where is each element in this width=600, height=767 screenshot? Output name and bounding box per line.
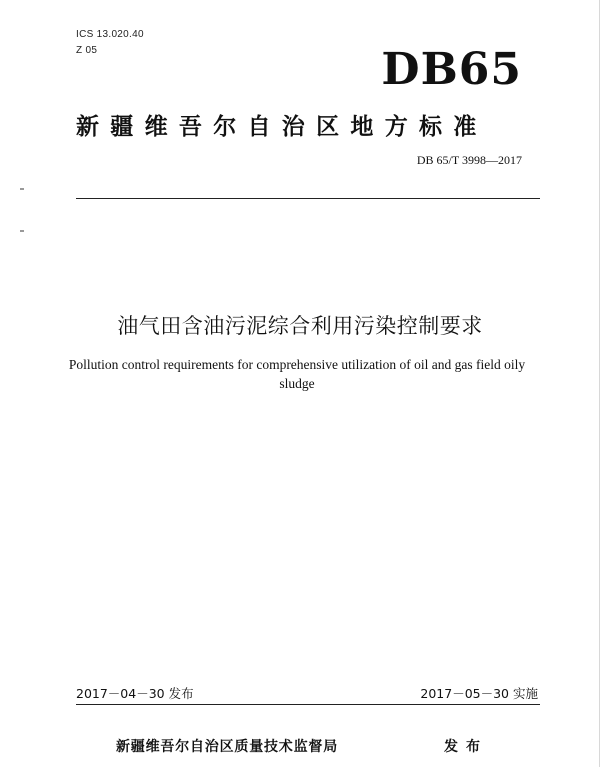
header-divider	[76, 198, 540, 199]
implementation-date: 2017－05－30 实施	[420, 686, 538, 701]
footer-divider	[76, 704, 540, 705]
standard-type: 新疆维吾尔自治区地方标准	[76, 114, 488, 140]
issue-date: 2017－04－30 发布	[76, 686, 194, 701]
issuing-authority: 新疆维吾尔自治区质量技术监督局	[116, 739, 338, 755]
standard-number: DB 65/T 3998—2017	[416, 153, 522, 167]
title-english: Pollution control requirements for comprehensive utilization of oil and gas field oily sludge	[68, 357, 526, 391]
ccs-code: Z 05	[76, 45, 98, 56]
scan-mark	[20, 230, 24, 232]
title-chinese: 油气田含油污泥综合利用污染控制要求	[117, 314, 483, 338]
scan-mark	[20, 188, 24, 190]
ics-code: ICS 13.020.40	[76, 29, 144, 40]
standard-mark: DB65	[381, 44, 522, 95]
issue-label: 发布	[444, 739, 488, 755]
